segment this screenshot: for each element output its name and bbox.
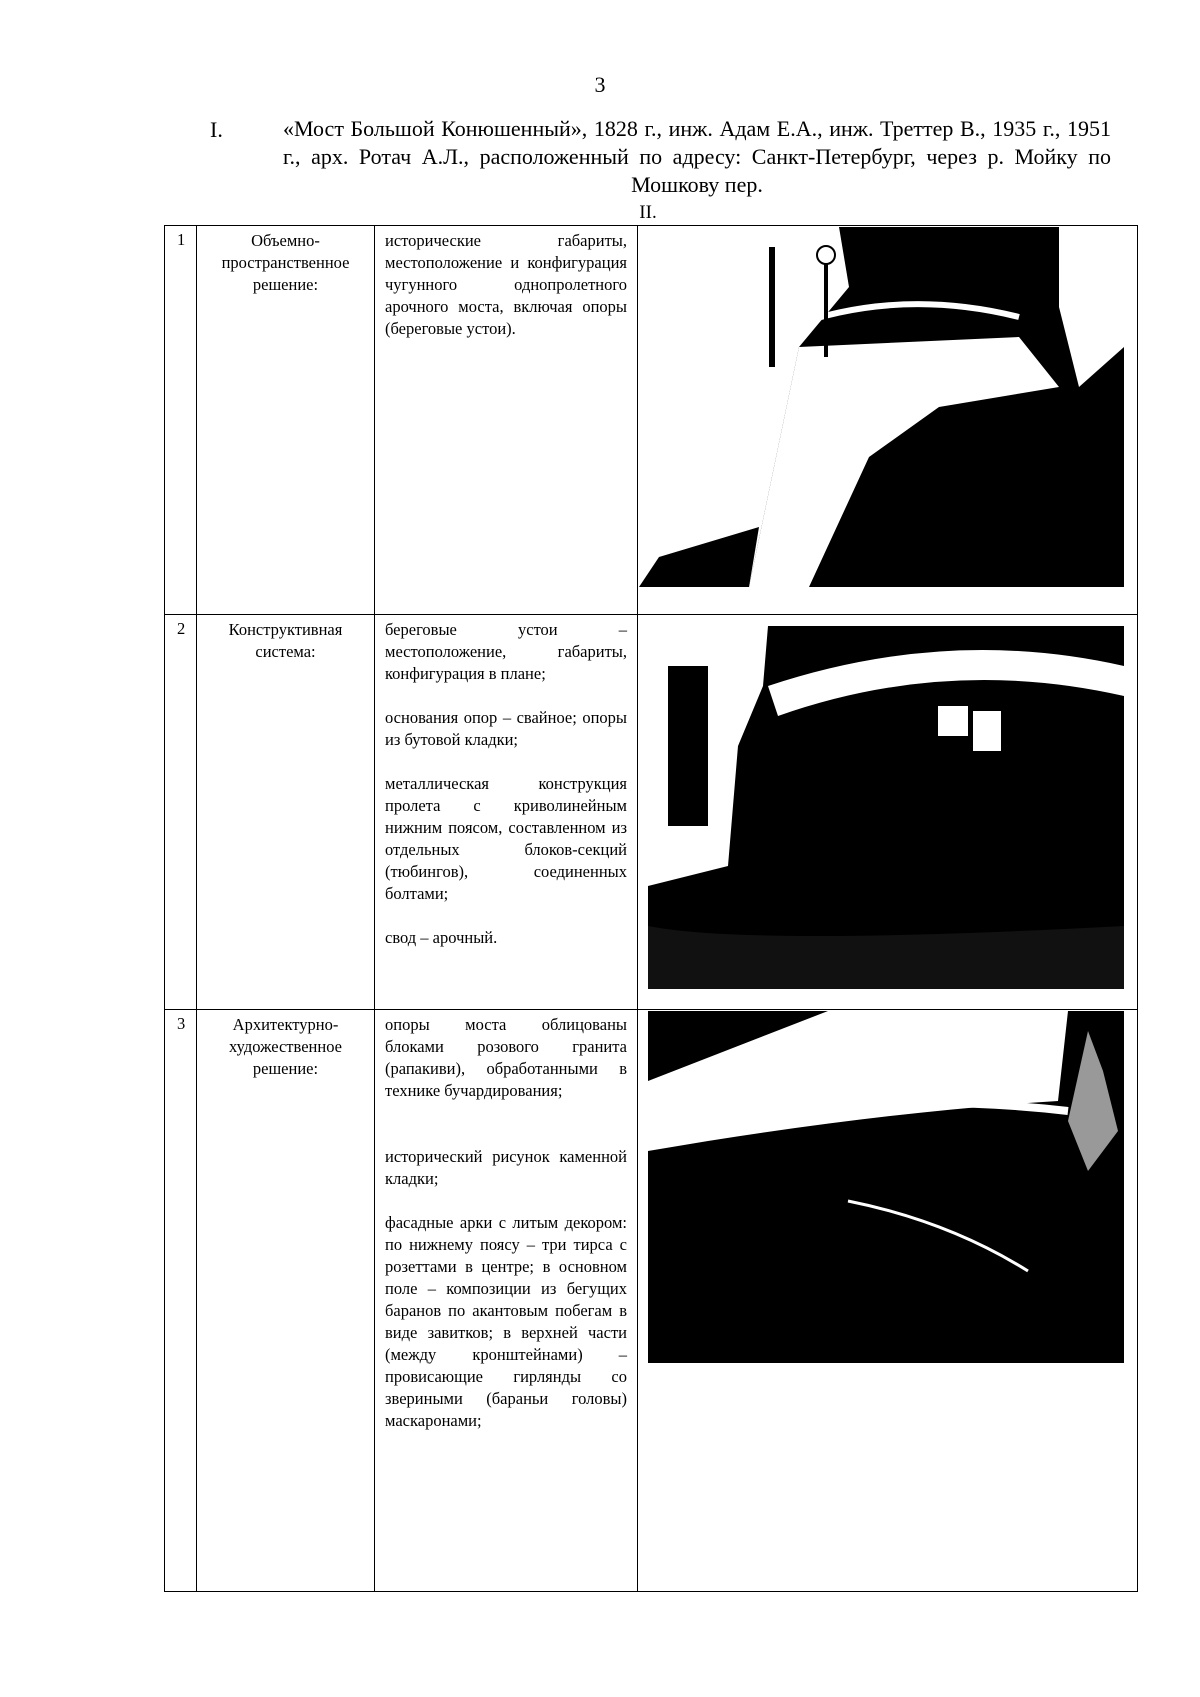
photo-cell xyxy=(638,1010,1138,1592)
row-number: 3 xyxy=(165,1010,197,1592)
row-number: 2 xyxy=(165,615,197,1010)
description-paragraph: исторический рисунок каменной кладки; xyxy=(385,1147,627,1188)
row-number: 1 xyxy=(165,226,197,615)
description-paragraph: металлическая конструкция пролета с криволинейным нижним поясом, составленном из отдельных блоков-секций (тюбингов), соединенных болтами; xyxy=(385,774,627,903)
bridge-photo-1 xyxy=(639,227,1124,587)
table-row xyxy=(165,1010,1138,1592)
row-label: Архитектурно-художественное решение: xyxy=(197,1010,375,1592)
feature-table xyxy=(164,225,1138,1592)
photo-cell xyxy=(638,226,1138,615)
row-label: Конструктивная система: xyxy=(197,615,375,1010)
table-row xyxy=(165,615,1138,1010)
description-paragraph: опоры моста облицованы блоками розового гранита (рапакиви), обработанными в технике бучардирования; xyxy=(385,1015,627,1100)
heading-text: «Мост Большой Конюшенный», 1828 г., инж. Адам Е.А., инж. Треттер В., 1935 г., 1951 г., арх. Ротач А.Л., расположенный по адресу: Санкт-Петербург, через р. Мойку по Мошкову пер. xyxy=(283,116,1111,197)
page-number: 3 xyxy=(594,72,606,97)
row-description xyxy=(375,615,638,1010)
description-paragraph: свод – арочный. xyxy=(385,928,498,947)
row-description xyxy=(375,226,638,615)
bridge-photo-2 xyxy=(648,626,1124,989)
row-label: Объемно-пространственное решение: xyxy=(197,226,375,615)
description-paragraph: береговые устои – местоположение, габариты, конфигурация в плане; xyxy=(385,620,627,683)
photo-cell xyxy=(638,615,1138,1010)
description-paragraph: исторические габариты, местоположение и конфигурация чугунного однопролетного арочного моста, включая опоры (береговые устои). xyxy=(385,231,627,338)
description-paragraph: фасадные арки с литым декором: по нижнему поясу – три тирса с розеттами в центре; в основном поле – композиции из бегущих баранов по акантовым побегам в виде завитков; в верхней части (между кронштейнами) – провисающие гирлянды со звериными (бараньи головы) маскаронами; xyxy=(385,1213,627,1430)
bridge-photo-3 xyxy=(648,1011,1124,1363)
heading-number: I. xyxy=(210,117,223,142)
table-row xyxy=(165,226,1138,615)
section-number: II. xyxy=(639,202,657,223)
description-paragraph: основания опор – свайное; опоры из бутовой кладки; xyxy=(385,708,627,749)
row-description xyxy=(375,1010,638,1592)
